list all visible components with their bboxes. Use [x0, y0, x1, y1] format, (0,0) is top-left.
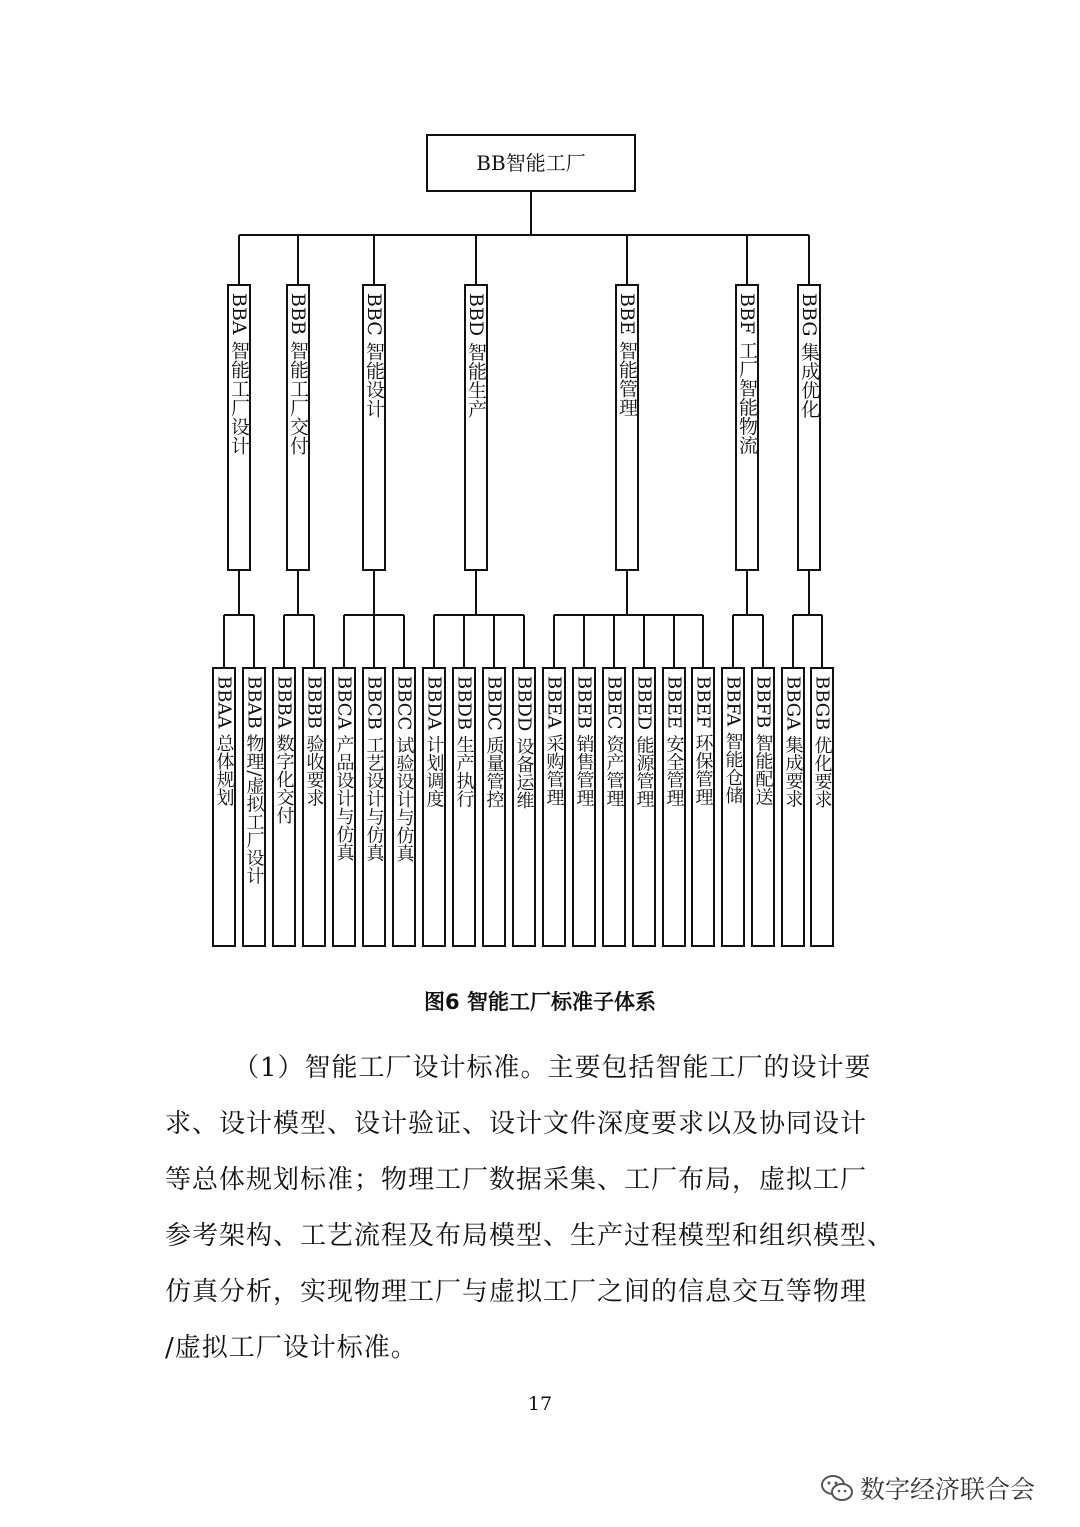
watermark-text: 数字经济联合会: [860, 1475, 1036, 1504]
paragraph-line: （1）智能工厂设计标准。主要包括智能工厂的设计要: [233, 1053, 872, 1083]
leaf-label: BBDA 计划调度: [423, 676, 445, 808]
branch-label: BBF 工厂智能物流: [736, 293, 758, 455]
leaf-label: BBEE 安全管理: [663, 676, 685, 807]
paragraph-line: 等总体规划标准；物理工厂数据采集、工厂布局，虚拟工厂: [165, 1165, 868, 1195]
branch-label: BBG 集成优化: [798, 293, 820, 419]
leaf-label: BBBA 数字化交付: [273, 676, 295, 825]
leaf-label: BBFB 智能配送: [752, 676, 774, 806]
root-label: BB智能工厂: [476, 151, 586, 175]
leaf-label: BBFA 智能仓储: [722, 676, 744, 805]
leaf-label: BBCB 工艺设计与仿真: [363, 676, 385, 862]
leaf-label: BBBB 验收要求: [303, 676, 325, 807]
leaf-label: BBAB 物理/虚拟工厂设计: [243, 676, 265, 885]
paragraph-line: 仿真分析，实现物理工厂与虚拟工厂之间的信息交互等物理: [165, 1277, 868, 1307]
leaf-label: BBEF 环保管理: [692, 676, 714, 806]
leaf-label: BBCA 产品设计与仿真: [333, 676, 355, 862]
paragraph-line: 参考架构、工艺流程及布局模型、生产过程模型和组织模型、: [165, 1221, 895, 1251]
leaf-label: BBGB 优化要求: [811, 676, 833, 809]
branch-label: BBA 智能工厂设计: [228, 293, 250, 455]
figure-caption: 图6 智能工厂标准子体系: [424, 990, 656, 1014]
paragraph-line: /虚拟工厂设计标准。: [165, 1333, 418, 1363]
leaf-label: BBDC 质量管控: [483, 676, 505, 809]
body-paragraph: [165, 1040, 905, 1376]
branch-label: BBE 智能管理: [616, 293, 638, 417]
branch-label: BBC 智能设计: [363, 293, 385, 418]
branch-label: BBB 智能工厂交付: [287, 293, 309, 455]
watermark: [820, 1468, 1035, 1508]
page-number: 17: [527, 1393, 553, 1415]
leaf-label: BBCC 试验设计与仿真: [393, 676, 415, 863]
leaf-label: BBDB 生产执行: [453, 676, 475, 808]
leaf-label: BBEB 销售管理: [573, 676, 595, 807]
paragraph-line: 求、设计模型、设计验证、设计文件深度要求以及协同设计: [165, 1109, 868, 1139]
leaf-label: BBEC 资产管理: [603, 676, 625, 808]
leaf-label: BBDD 设备运维: [513, 676, 535, 810]
leaf-label: BBEA 采购管理: [543, 676, 565, 807]
leaf-label: BBGA 集成要求: [782, 676, 804, 808]
branch-label: BBD 智能生产: [465, 293, 487, 419]
wechat-icon: [820, 1473, 854, 1503]
leaf-label: BBAA 总体规划: [213, 676, 235, 807]
leaf-label: BBED 能源管理: [633, 676, 655, 808]
